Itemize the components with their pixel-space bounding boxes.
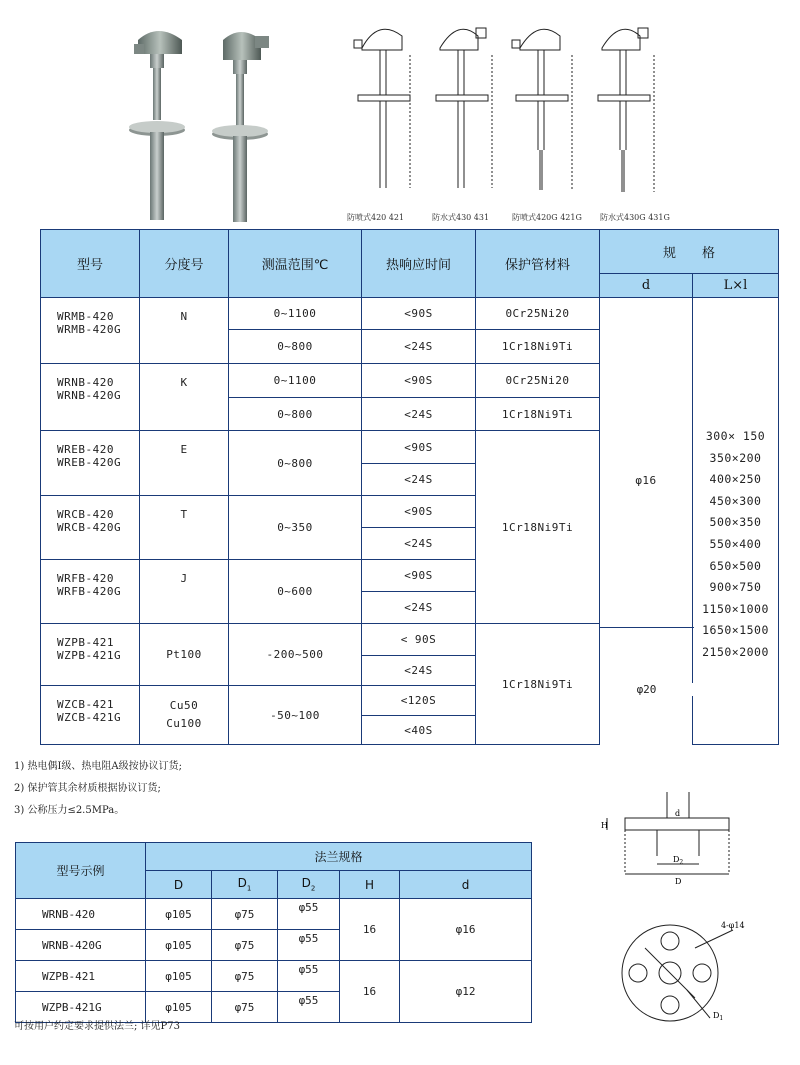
response-cell: <24S (362, 464, 476, 496)
flange-header-model: 型号示例 (16, 843, 146, 899)
flange-header-d: d (400, 871, 532, 899)
grade-cell: K (140, 364, 229, 431)
flange-d-cell: φ12 (400, 961, 532, 1023)
flange-d2-label: $D_2$ (673, 855, 684, 866)
grade-cell: Pt100 (140, 624, 229, 686)
flange-D1-cell: φ75 (212, 899, 278, 930)
note-3: 3) 公称压力≤2.5MPa。 (14, 805, 125, 816)
model-cell: WRMB-420 WRMB-420G (41, 298, 140, 364)
flange-d1-label: $D_1$ (713, 1011, 724, 1022)
flange-model-cell: WRNB-420 (16, 899, 146, 930)
col-header-range: 测温范围℃ (229, 230, 362, 298)
response-cell: <24S (362, 592, 476, 624)
flange-D2-cell: φ55 (278, 992, 340, 1023)
drawing-caption-4: 防水式430G 431G (600, 213, 670, 222)
drawing-caption-2: 防水式430 431 (432, 213, 490, 222)
flange-H-cell: 16 (340, 961, 400, 1023)
flange-D-cell: φ105 (146, 992, 212, 1023)
flange-d-label: d (675, 809, 681, 818)
response-cell: <90S (362, 496, 476, 528)
range-cell: 0~350 (229, 496, 362, 560)
response-cell: < 90S (362, 624, 476, 656)
range-cell: 0~1100 (229, 298, 362, 330)
response-cell: <24S (362, 330, 476, 364)
model-cell: WRFB-420 WRFB-420G (41, 560, 140, 624)
footer-note: 可按用户约定要求提供法兰; 详见P73 (14, 1021, 181, 1032)
range-cell: -200~500 (229, 624, 362, 686)
drawing-caption-3: 防喷式420G 421G (512, 213, 582, 222)
range-cell: 0~1100 (229, 364, 362, 398)
flange-D2-cell: φ55 (278, 930, 340, 961)
spec-table (40, 229, 779, 745)
material-cell-shared: 1Cr18Ni9Ti (476, 431, 600, 624)
flange-model-cell: WZPB-421 (16, 961, 146, 992)
flange-plan-drawing (615, 918, 785, 1028)
col-header-lx: L×l (693, 274, 779, 298)
col-header-d: d (600, 274, 693, 298)
range-cell: 0~800 (229, 431, 362, 496)
flange-header-H: H (340, 871, 400, 899)
flange-D-cell: φ105 (146, 961, 212, 992)
grade-cell: E (140, 431, 229, 496)
flange-table (15, 842, 532, 1023)
flange-h-label: H (601, 821, 608, 830)
dimension-drawings (340, 10, 680, 210)
grade-cell: J (140, 560, 229, 624)
response-cell: <24S (362, 656, 476, 686)
range-cell: 0~800 (229, 330, 362, 364)
material-cell: 0Cr25Ni20 (476, 364, 600, 398)
drawing-caption-1: 防喷式420 421 (347, 213, 405, 222)
flange-D1-cell: φ75 (212, 992, 278, 1023)
range-cell: -50~100 (229, 686, 362, 745)
flange-D1-cell: φ75 (212, 930, 278, 961)
response-cell: <90S (362, 560, 476, 592)
flange-H-cell: 16 (340, 899, 400, 961)
flange-dia-label: D (675, 877, 682, 886)
flange-D2-cell: φ55 (278, 961, 340, 992)
response-cell: <40S (362, 716, 476, 745)
grade-cell: N (140, 298, 229, 364)
flange-D1-cell: φ75 (212, 961, 278, 992)
flange-section-drawing (595, 790, 745, 890)
flange-header-D: D (146, 871, 212, 899)
d-cell: φ16 (600, 298, 693, 686)
model-cell: WREB-420 WREB-420G (41, 431, 140, 496)
col-header-grade: 分度号 (140, 230, 229, 298)
flange-header-group: 法兰规格 (146, 843, 532, 871)
material-cell: 0Cr25Ni20 (476, 298, 600, 330)
model-cell: WZCB-421 WZCB-421G (41, 686, 140, 745)
note-1: 1) 热电偶I级、热电阻A级按协议订货; (14, 761, 182, 772)
model-cell: WRNB-420 WRNB-420G (41, 364, 140, 431)
flange-header-D2: $D_2$ (278, 871, 340, 899)
flange-D-cell: φ105 (146, 899, 212, 930)
material-cell: 1Cr18Ni9Ti (476, 398, 600, 431)
flange-d-cell: φ16 (400, 899, 532, 961)
range-cell: 0~800 (229, 398, 362, 431)
flange-header-D1: $D_1$ (212, 871, 278, 899)
col-header-material: 保护管材料 (476, 230, 600, 298)
grade-cell: T (140, 496, 229, 560)
response-cell: <90S (362, 298, 476, 330)
product-photo-430 (205, 22, 285, 225)
col-header-response: 热响应时间 (362, 230, 476, 298)
lx-cell: 300× 150 350×200 400×250 450×300 500×350 550×400 650×500 900×750 1150×1000 1650×1500 2150×2000 (693, 298, 779, 745)
d-cell-2: φ20 (600, 683, 693, 696)
response-cell: <90S (362, 364, 476, 398)
model-cell: WZPB-421 WZPB-421G (41, 624, 140, 686)
flange-model-cell: WRNB-420G (16, 930, 146, 961)
material-cell-shared: 1Cr18Ni9Ti (476, 624, 600, 745)
product-photo-420 (120, 20, 200, 225)
flange-D-cell: φ105 (146, 930, 212, 961)
d-cell-divider (600, 627, 694, 628)
response-cell: <90S (362, 431, 476, 464)
note-2: 2) 保护管其余材质根据协议订货; (14, 783, 161, 794)
response-cell: <120S (362, 686, 476, 716)
range-cell: 0~600 (229, 560, 362, 624)
flange-D2-cell: φ55 (278, 899, 340, 930)
material-cell: 1Cr18Ni9Ti (476, 330, 600, 364)
col-header-spec: 规 格 (600, 230, 779, 274)
response-cell: <24S (362, 528, 476, 560)
grade-cell: Cu50 Cu100 (140, 686, 229, 745)
response-cell: <24S (362, 398, 476, 431)
flange-model-cell: WZPB-421G (16, 992, 146, 1023)
flange-hole-label: 4-φ14 (721, 921, 745, 930)
model-cell: WRCB-420 WRCB-420G (41, 496, 140, 560)
notes (14, 756, 182, 822)
col-header-model: 型号 (41, 230, 140, 298)
